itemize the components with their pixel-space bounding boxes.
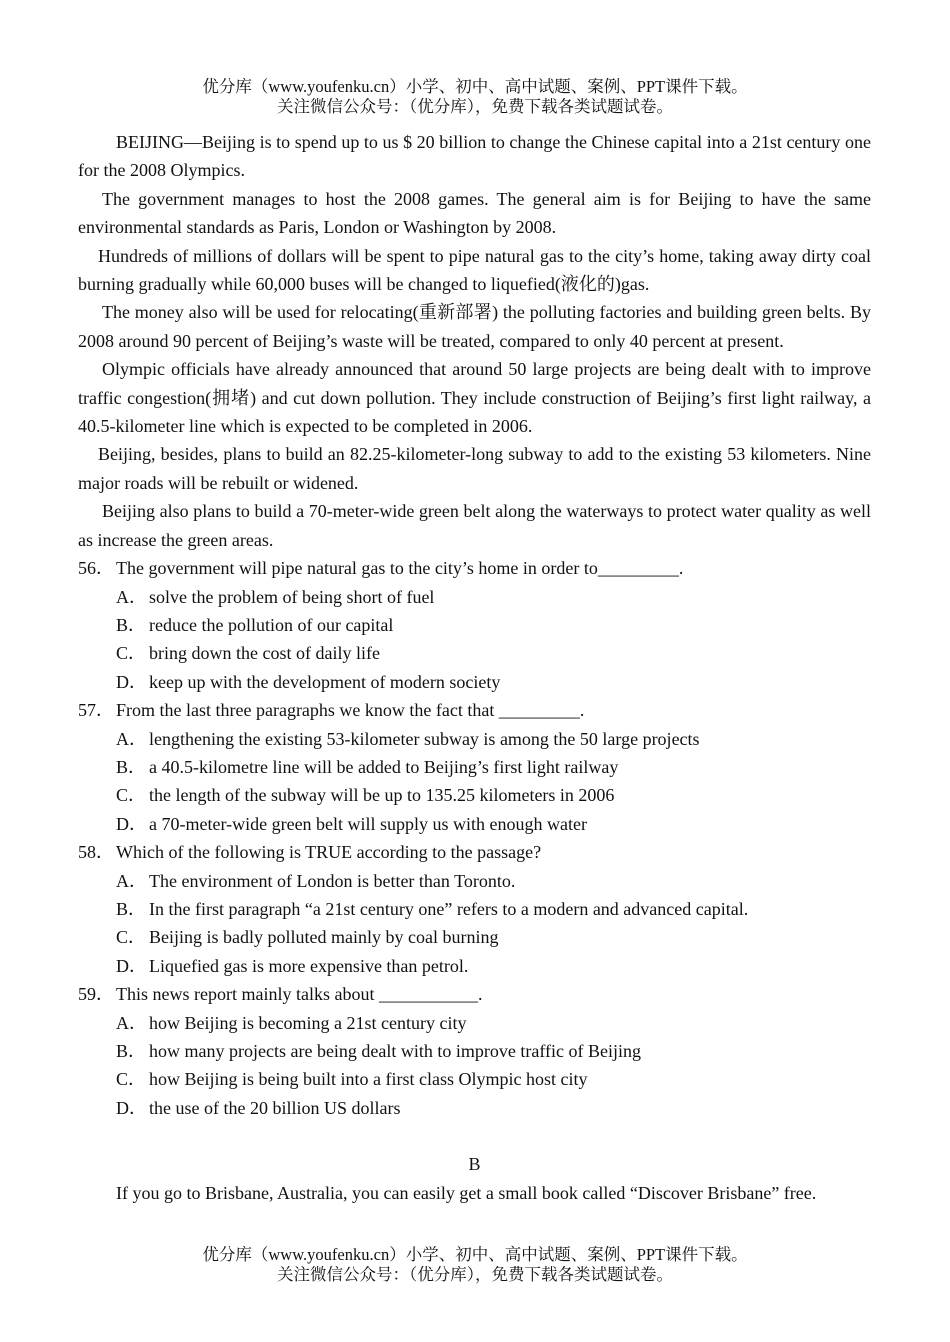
option-letter: D． xyxy=(116,813,147,834)
question-stem xyxy=(78,696,871,724)
passage-paragraph-4: The money also will be used for relocating(重新部署) the polluting factories and building green belts. By 2008 around 90 percent of Beijing’s waste will be treated, compared to only 40 percent at present. xyxy=(78,302,871,351)
option-b xyxy=(78,895,871,923)
option-letter: C． xyxy=(116,1069,147,1090)
option-d xyxy=(78,1094,871,1122)
option-text: how many projects are being dealt with to improve traffic of Beijing xyxy=(149,1041,642,1061)
option-c xyxy=(78,781,871,809)
option-letter: B． xyxy=(116,756,147,777)
option-text: a 40.5-kilometre line will be added to Beijing’s first light railway xyxy=(149,756,619,777)
option-text: In the first paragraph “a 21st century one” refers to a modern and advanced capital. xyxy=(149,898,749,919)
footer-line-2: 关注微信公众号：（优分库），免费下载各类试题试卷。 xyxy=(277,1265,673,1284)
question-57 xyxy=(78,696,871,838)
option-b xyxy=(78,753,871,781)
option-a xyxy=(78,1009,871,1037)
option-a xyxy=(78,867,871,895)
option-letter: A． xyxy=(116,728,147,749)
option-letter: A． xyxy=(116,1012,147,1033)
footer-line-1: 优分库（www.youfenku.cn）小学、初中、高中试题、案例、PPT课件下载。 xyxy=(202,1245,748,1264)
option-a xyxy=(78,583,871,611)
option-text: reduce the pollution of our capital xyxy=(149,614,394,635)
question-stem xyxy=(78,980,871,1008)
option-letter: A． xyxy=(116,870,147,891)
question-number: 56． xyxy=(78,558,114,579)
question-number: 58． xyxy=(78,842,114,863)
page-footer xyxy=(0,1245,950,1285)
option-letter: D． xyxy=(116,955,147,976)
option-c xyxy=(78,923,871,951)
option-letter: B． xyxy=(116,614,147,635)
option-b xyxy=(78,1037,871,1065)
option-letter: C． xyxy=(116,927,147,948)
document-body xyxy=(78,128,871,1207)
option-letter: D． xyxy=(116,1097,147,1118)
option-d xyxy=(78,668,871,696)
passage-paragraph-3: Hundreds of millions of dollars will be spent to pipe natural gas to the city’s home, taking away dirty coal burning gradually while 60,000 buses will be changed to liquefied(液化的)gas. xyxy=(78,245,871,295)
option-text: the length of the subway will be up to 135.25 kilometers in 2006 xyxy=(149,785,615,806)
option-letter: C． xyxy=(116,643,147,664)
option-c xyxy=(78,639,871,667)
option-text: bring down the cost of daily life xyxy=(149,643,380,664)
passage-paragraph-2: The government manages to host the 2008 games. The general aim is for Beijing to have the same environmental standards as Paris, London or Washington by 2008. xyxy=(78,188,871,238)
section-heading: B xyxy=(468,1154,481,1175)
option-c xyxy=(78,1065,871,1093)
header-line-2: 关注微信公众号：（优分库），免费下载各类试题试卷。 xyxy=(277,97,673,116)
passage-paragraph-6: Beijing, besides, plans to build an 82.25-kilometer-long subway to add to the existing 53 kilometers. Nine major roads will be rebuilt or widened. xyxy=(78,444,871,493)
header-line-1: 优分库（www.youfenku.cn）小学、初中、高中试题、案例、PPT课件下载。 xyxy=(202,77,748,96)
option-text: solve the problem of being short of fuel xyxy=(149,586,435,607)
question-text: The government will pipe natural gas to the city’s home in order to_________. xyxy=(116,558,684,579)
option-text: Liquefied gas is more expensive than petrol. xyxy=(149,955,469,976)
question-stem xyxy=(78,838,871,866)
option-letter: C． xyxy=(116,785,147,806)
option-b xyxy=(78,611,871,639)
option-text: The environment of London is better than Toronto. xyxy=(149,870,516,891)
passage-paragraph-1: BEIJING—Beijing is to spend up to us $ 20 billion to change the Chinese capital into a 21st century one for the 2008 Olympics. xyxy=(78,132,871,181)
option-text: keep up with the development of modern society xyxy=(149,671,501,692)
option-letter: B． xyxy=(116,898,147,919)
option-letter: A． xyxy=(116,586,147,607)
section-b-first-line: If you go to Brisbane, Australia, you can easily get a small book called “Discover Brisbane” free. xyxy=(116,1182,817,1203)
question-58 xyxy=(78,838,871,980)
option-text: how Beijing is becoming a 21st century city xyxy=(149,1012,467,1033)
option-text: how Beijing is being built into a first class Olympic host city xyxy=(149,1069,588,1090)
question-number: 57． xyxy=(78,700,114,721)
passage-paragraph-5: Olympic officials have already announced that around 50 large projects are being dealt with to improve traffic congestion(拥堵) and cut down pollution. They include construction of Beijing’s first light railway, a 40.5-kilometer line which is expected to be completed in 2006. xyxy=(78,359,871,437)
passage-paragraph-7: Beijing also plans to build a 70-meter-wide green belt along the waterways to protect water quality as well as increase the green areas. xyxy=(78,501,871,550)
question-59 xyxy=(78,980,871,1122)
option-d xyxy=(78,952,871,980)
option-d xyxy=(78,810,871,838)
option-letter: D． xyxy=(116,671,147,692)
option-text: a 70-meter-wide green belt will supply us with enough water xyxy=(149,813,588,834)
page-header xyxy=(0,77,950,117)
option-text: lengthening the existing 53-kilometer subway is among the 50 large projects xyxy=(149,728,700,749)
question-text: This news report mainly talks about ___________. xyxy=(116,984,483,1005)
option-a xyxy=(78,725,871,753)
question-text: Which of the following is TRUE according to the passage? xyxy=(116,842,542,863)
question-56 xyxy=(78,554,871,696)
reading-passage xyxy=(78,128,871,554)
question-stem xyxy=(78,554,871,582)
option-text: Beijing is badly polluted mainly by coal burning xyxy=(149,927,499,948)
question-text: From the last three paragraphs we know the fact that _________. xyxy=(116,700,585,721)
option-letter: B． xyxy=(116,1041,147,1061)
question-number: 59． xyxy=(78,984,114,1005)
option-text: the use of the 20 billion US dollars xyxy=(149,1097,401,1118)
